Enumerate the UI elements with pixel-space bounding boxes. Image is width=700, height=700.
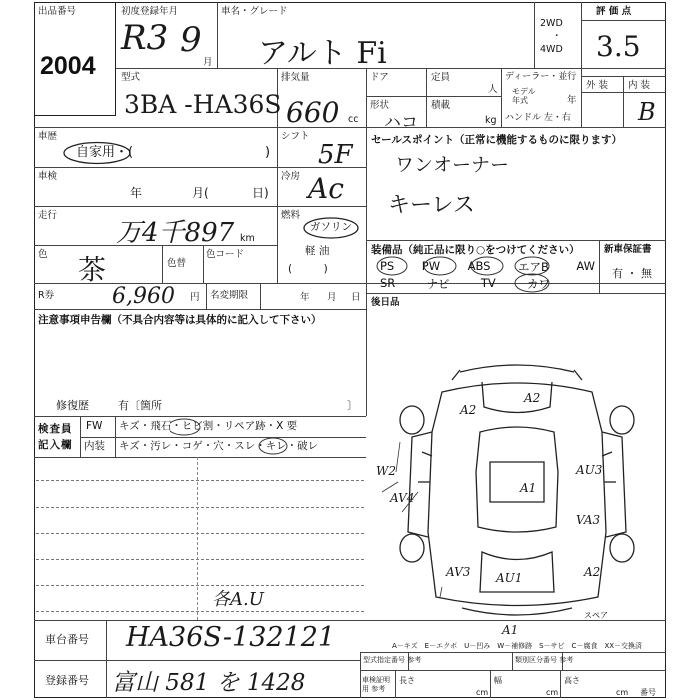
lot-label: 出品番号 xyxy=(38,6,77,17)
equipment-label: 装備品（純正品に限り○をつけてください） xyxy=(371,244,580,256)
equip-navi: ナビ xyxy=(426,277,450,291)
drive-dot: ・ xyxy=(552,31,562,42)
chassis-label: 車台番号 xyxy=(45,633,89,646)
mark-au3: AU3 xyxy=(576,463,603,477)
wheel-rear-left xyxy=(400,534,424,562)
displacement-value: 660 xyxy=(286,96,340,129)
cert-label: 車検証明用 参考 xyxy=(362,676,390,693)
fuel-label: 燃料 xyxy=(281,210,301,221)
drive-2wd: 2WD xyxy=(540,18,563,29)
height-label: 高さ xyxy=(564,676,580,685)
type-label: 型式指定番号 参考 xyxy=(363,656,422,664)
reg-label: 登録番号 xyxy=(45,674,89,687)
wheel-front-left xyxy=(400,406,424,434)
warranty-label: 新車保証書 xyxy=(604,244,652,255)
inspector-int-text: キズ・汚レ・コゲ・穴・スレ・キレ・破レ xyxy=(119,440,319,452)
wheel-rear-right xyxy=(610,534,634,562)
number-label: 番号 xyxy=(640,688,656,697)
inspector-label: 検査員記入欄 xyxy=(38,423,73,451)
equip-airbag: エアB xyxy=(517,260,549,274)
equip-pw: PW xyxy=(421,259,441,273)
color-value: 茶 xyxy=(78,253,107,286)
width-label: 幅 xyxy=(494,676,502,685)
notes-label: 注意事項申告欄（不具合内容等は具体的に記入して下さい） xyxy=(38,314,322,326)
length-cm: cm xyxy=(476,688,489,697)
capacity-label: 定員 xyxy=(431,72,451,83)
equip-abs: ABS xyxy=(467,259,491,273)
ac-value: Ac xyxy=(308,172,344,205)
history-close: ) xyxy=(265,145,271,160)
fuel-gas: ガソリン xyxy=(310,221,352,233)
kg-unit: kg xyxy=(485,115,497,126)
month-suffix: 月 xyxy=(203,57,213,68)
class-label: 類別区分番号 参考 xyxy=(515,656,574,664)
recycle-yen: 円 xyxy=(190,292,200,303)
fuel-diesel: 軽 油 xyxy=(305,245,330,257)
mileage-label: 走行 xyxy=(38,210,58,221)
inspector-fw-text: キズ・飛石・ヒビ割・リペア跡・X 要 xyxy=(119,420,298,432)
ac-label: 冷房 xyxy=(281,171,301,182)
mileage-value: 万4千897 xyxy=(116,218,235,248)
inspector-circles xyxy=(170,416,290,457)
shift-value: 5F xyxy=(318,140,353,170)
first-reg-label: 初度登録年月 xyxy=(121,6,179,17)
door-label: ドア xyxy=(370,72,389,83)
mileage-unit: km xyxy=(240,233,255,244)
mark-av3: AV3 xyxy=(446,565,471,579)
name-value: アルト Fi xyxy=(258,36,387,71)
inspection-day: 日) xyxy=(252,186,269,200)
deadline-year: 年 xyxy=(300,292,310,303)
year-unit: 年 xyxy=(567,95,577,106)
capacity-unit: 人 xyxy=(488,84,498,95)
fuel-paren: ( ) xyxy=(288,263,328,275)
recycle-value: 6,960 xyxy=(112,284,175,309)
car-damage-diagram xyxy=(372,352,666,652)
sales-line2: キーレス xyxy=(388,193,475,218)
drive-4wd: 4WD xyxy=(540,44,563,55)
handle-label: ハンドル 左・右 xyxy=(505,113,571,123)
sales-label: セールスポイント（正常に機能するものに限ります） xyxy=(371,134,623,146)
chassis-value: HA36S-132121 xyxy=(126,622,336,653)
score-label: 評 価 点 xyxy=(596,6,632,17)
mark-w2: W2 xyxy=(376,464,396,478)
mark-au1: AU1 xyxy=(496,571,523,585)
spare-label: スペア xyxy=(584,611,608,620)
inspector-fw: FW xyxy=(86,420,103,432)
equip-tv: TV xyxy=(480,276,496,290)
first-reg-year: R3 xyxy=(121,18,169,58)
lot-number: 2004 xyxy=(40,52,96,80)
displacement-label: 排気量 xyxy=(281,72,310,83)
reg-value: 富山 581 を 1428 xyxy=(112,670,306,696)
shape-value: ハコ xyxy=(384,113,418,133)
interior-label: 内 装 xyxy=(628,80,651,91)
seat-label: 後日品 xyxy=(371,297,400,308)
first-reg-month: 9 xyxy=(180,20,202,60)
deadline-month: 月 xyxy=(327,292,337,303)
score-value: 3.5 xyxy=(596,30,641,63)
wheel-front-right xyxy=(610,406,634,434)
cc-unit: cc xyxy=(348,114,359,125)
color-code-label: 色コード xyxy=(206,249,245,260)
equipment-circles xyxy=(374,254,552,294)
equip-leather: カワ xyxy=(527,277,550,291)
inspection-month: 月( xyxy=(192,186,209,200)
car-cabin-outline xyxy=(476,427,558,532)
height-cm: cm xyxy=(616,688,629,697)
color-label: 色 xyxy=(38,249,48,260)
repair-value: 有〔箇所 xyxy=(118,399,162,412)
history-label: 車歴 xyxy=(38,131,58,142)
mark-a2-front: A2 xyxy=(460,403,477,417)
inspector-int: 内装 xyxy=(84,440,105,452)
equip-ps: PS xyxy=(380,259,395,273)
length-label: 長さ xyxy=(399,676,415,685)
repair-label: 修復歴 xyxy=(56,399,89,412)
history-value: 自家用・( xyxy=(76,145,134,160)
mark-a1-rear: A1 xyxy=(502,623,519,637)
recycle-label: R券 xyxy=(38,290,55,301)
equip-sr: SR xyxy=(380,276,396,290)
dealer-label: ディーラー・並行 xyxy=(505,72,577,82)
model-year-label: モデル 年式 xyxy=(512,87,536,105)
exterior-label: 外 装 xyxy=(586,80,609,91)
model-label: 型式 xyxy=(121,72,141,83)
deadline-label: 名変期限 xyxy=(210,290,249,301)
name-label: 車名・グレード xyxy=(221,6,288,17)
sales-line1: ワンオーナー xyxy=(395,154,510,176)
mark-a2-rear: A2 xyxy=(584,565,601,579)
notes-handwriting: 各A.U xyxy=(212,589,264,610)
equip-aw: AW xyxy=(576,259,595,273)
warranty-value: 有 ・ 無 xyxy=(612,267,652,280)
front-bumper-outline xyxy=(460,365,574,372)
damage-marks xyxy=(376,391,603,637)
mark-a2-hood: A2 xyxy=(524,391,541,405)
interior-value: B xyxy=(638,98,656,126)
repair-close: 〕 xyxy=(347,399,358,412)
deadline-day: 日 xyxy=(351,292,361,303)
shift-label: シフト xyxy=(281,131,310,142)
mark-av4: AV4 xyxy=(390,491,415,505)
model-value: 3BA -HA36S xyxy=(124,90,282,119)
shape-label: 形状 xyxy=(370,100,390,111)
inspection-year: 年 xyxy=(130,186,143,200)
color-change-label: 色替 xyxy=(167,258,187,269)
loading-label: 積載 xyxy=(431,100,451,111)
width-cm: cm xyxy=(546,688,559,697)
mark-a1-roof: A1 xyxy=(520,481,537,495)
damage-legend: A－キズ E－エクボ U－凹み W－補修跡 S－サビ C－腐食 XX－交換済 xyxy=(392,642,643,650)
mark-va3: VA3 xyxy=(576,513,601,527)
inspection-label: 車検 xyxy=(38,171,58,182)
